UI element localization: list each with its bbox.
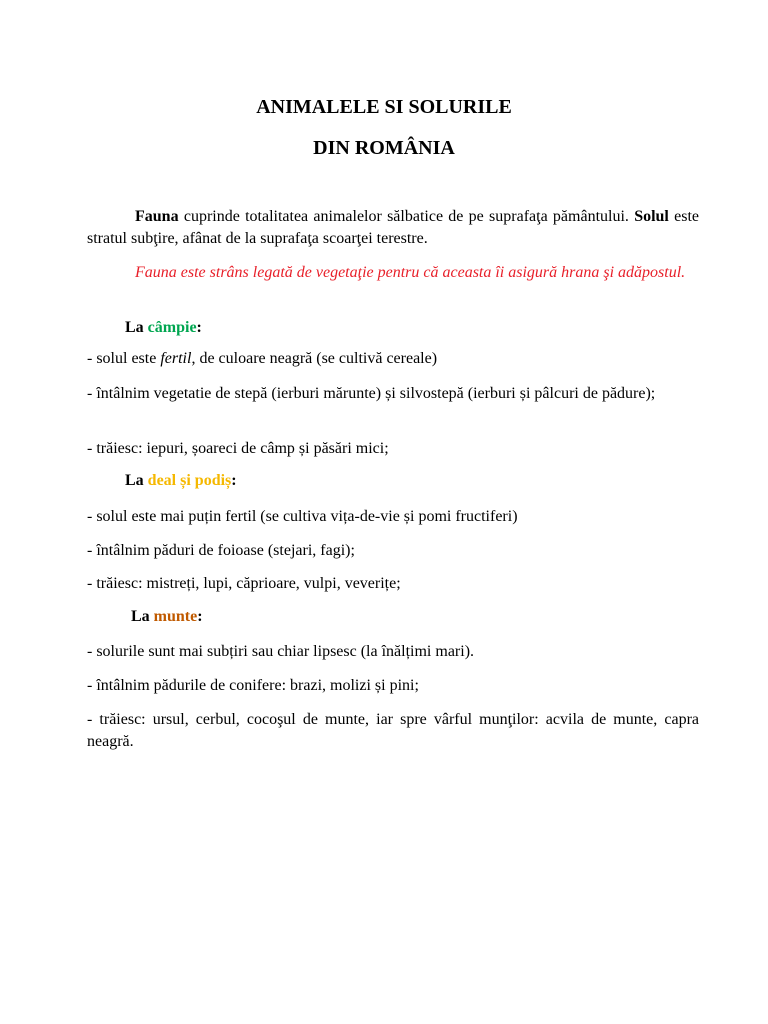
- section-heading-prefix: La: [125, 472, 148, 489]
- campie-line-1: [87, 348, 699, 370]
- intro-paragraph: [87, 206, 699, 250]
- campie-line-1-end: , de culoare neagră (se cultivă cereale): [191, 350, 438, 367]
- section-heading-suffix: :: [196, 319, 202, 336]
- section-heading-name: deal și podiș: [147, 472, 232, 489]
- deal-line-1: - solul este mai puțin fertil (se cultiva vița-de-vie și pomi fructiferi): [87, 508, 518, 525]
- section-heading-prefix: La: [131, 608, 154, 625]
- section-heading-name: munte: [153, 608, 198, 625]
- campie-line-2: - întâlnim vegetatie de stepă (ierburi mărunte) și silvostepă (ierburi și pâlcuri de pădure);: [87, 385, 656, 402]
- munte-line-3: - trăiesc: ursul, cerbul, cocoşul de munte, iar spre vârful munţilor: acvila de munte, capra neagră.: [87, 711, 699, 750]
- solul-definition: este stratul subţire, afânat de la suprafaţa scoarţei terestre.: [87, 208, 700, 247]
- deal-line-2: - întâlnim păduri de foioase (stejari, fagi);: [87, 542, 355, 559]
- solul-term: Solul: [634, 208, 669, 225]
- section-heading-campie: [125, 317, 202, 339]
- document-title-line2: DIN ROMÂNIA: [313, 137, 455, 159]
- campie-line-3: - trăiesc: iepuri, șoareci de câmp și păsări mici;: [87, 440, 389, 457]
- section-heading-munte: [131, 606, 203, 628]
- section-heading-prefix: La: [125, 319, 148, 336]
- section-heading-suffix: :: [197, 608, 203, 625]
- deal-line-3: - trăiesc: mistreți, lupi, căprioare, vulpi, veverițe;: [87, 575, 401, 592]
- campie-line-1-start: - solul este: [87, 350, 161, 367]
- section-heading-name: câmpie: [147, 319, 197, 336]
- campie-line-1-italic: fertil: [160, 350, 192, 367]
- section-heading-suffix: :: [231, 472, 237, 489]
- fauna-definition: cuprinde totalitatea animalelor sălbatice de pe suprafaţa pământului.: [178, 208, 629, 225]
- section-heading-deal-podis: [125, 470, 237, 492]
- munte-line-1: - solurile sunt mai subțiri sau chiar lipsesc (la înălțimi mari).: [87, 643, 475, 660]
- fauna-vegetation-note: [87, 262, 699, 284]
- document-title-line1: ANIMALELE SI SOLURILE: [256, 96, 512, 118]
- fauna-term: Fauna: [135, 208, 179, 225]
- fauna-vegetation-note-text: Fauna este strâns legată de vegetaţie pentru că aceasta îi asigură hrana şi adăpostul.: [135, 264, 686, 281]
- munte-line-2: - întâlnim pădurile de conifere: brazi, molizi și pini;: [87, 677, 419, 694]
